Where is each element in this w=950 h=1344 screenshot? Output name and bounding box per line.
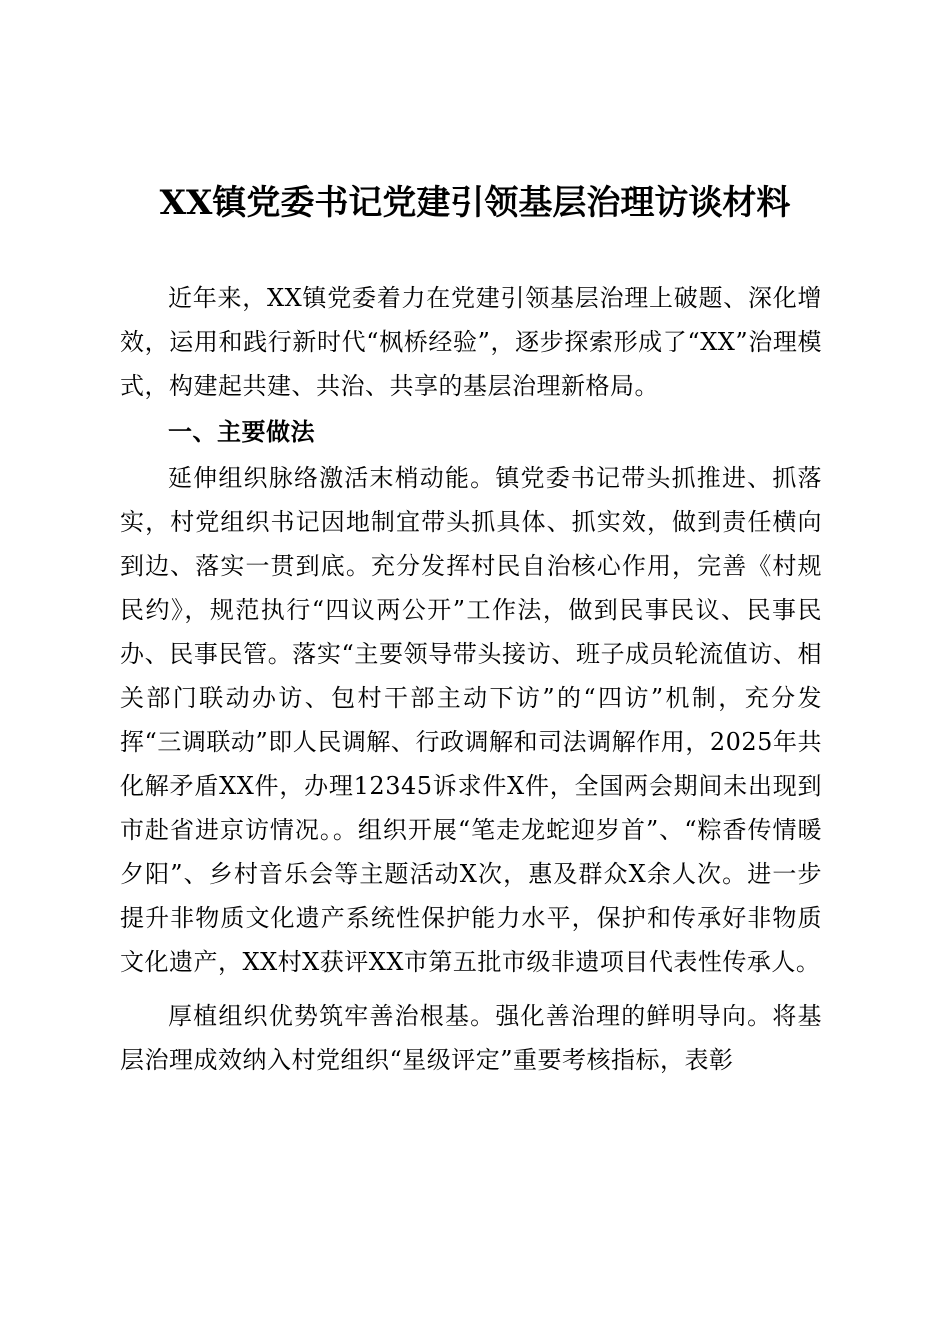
body-paragraph: 厚植组织优势筑牢善治根基。强化善治理的鲜明导向。将基层治理成效纳入村党组织“星级评定”重要考核指标，表彰 [120,1002,822,1074]
section-heading: 一、主要做法 [168,418,315,446]
document-title: XX镇党委书记党建引领基层治理访谈材料 [159,183,791,223]
intro-paragraph: 近年来，XX镇党委着力在党建引领基层治理上破题、深化增效，运用和践行新时代“枫桥经验”，逐步探索形成了“XX”治理模式，构建起共建、共治、共享的基层治理新格局。 [120,284,822,400]
document-body [120,276,822,1082]
body-paragraph: 延伸组织脉络激活末梢动能。镇党委书记带头抓推进、抓落实，村党组织书记因地制宜带头抓具体、抓实效，做到责任横向到边、落实一贯到底。充分发挥村民自治核心作用，完善《村规民约》，规范执行“四议两公开”工作法，做到民事民议、民事民办、民事民管。落实“主要领导带头接访、班子成员轮流值访、相关部门联动办访、包村干部主动下访”的“四访”机制，充分发挥“三调联动”即人民调解、行政调解和司法调解作用，2025年共化解矛盾XX件，办理12345诉求件X件，全国两会期间未出现到市赴省进京访情况。。组织开展“笔走龙蛇迎岁首”、“粽香传情暖夕阳”、乡村音乐会等主题活动X次，惠及群众X余人次。进一步提升非物质文化遗产系统性保护能力水平，保护和传承好非物质文化遗产，XX村X获评XX市第五批市级非遗项目代表性传承人。 [120,464,822,976]
